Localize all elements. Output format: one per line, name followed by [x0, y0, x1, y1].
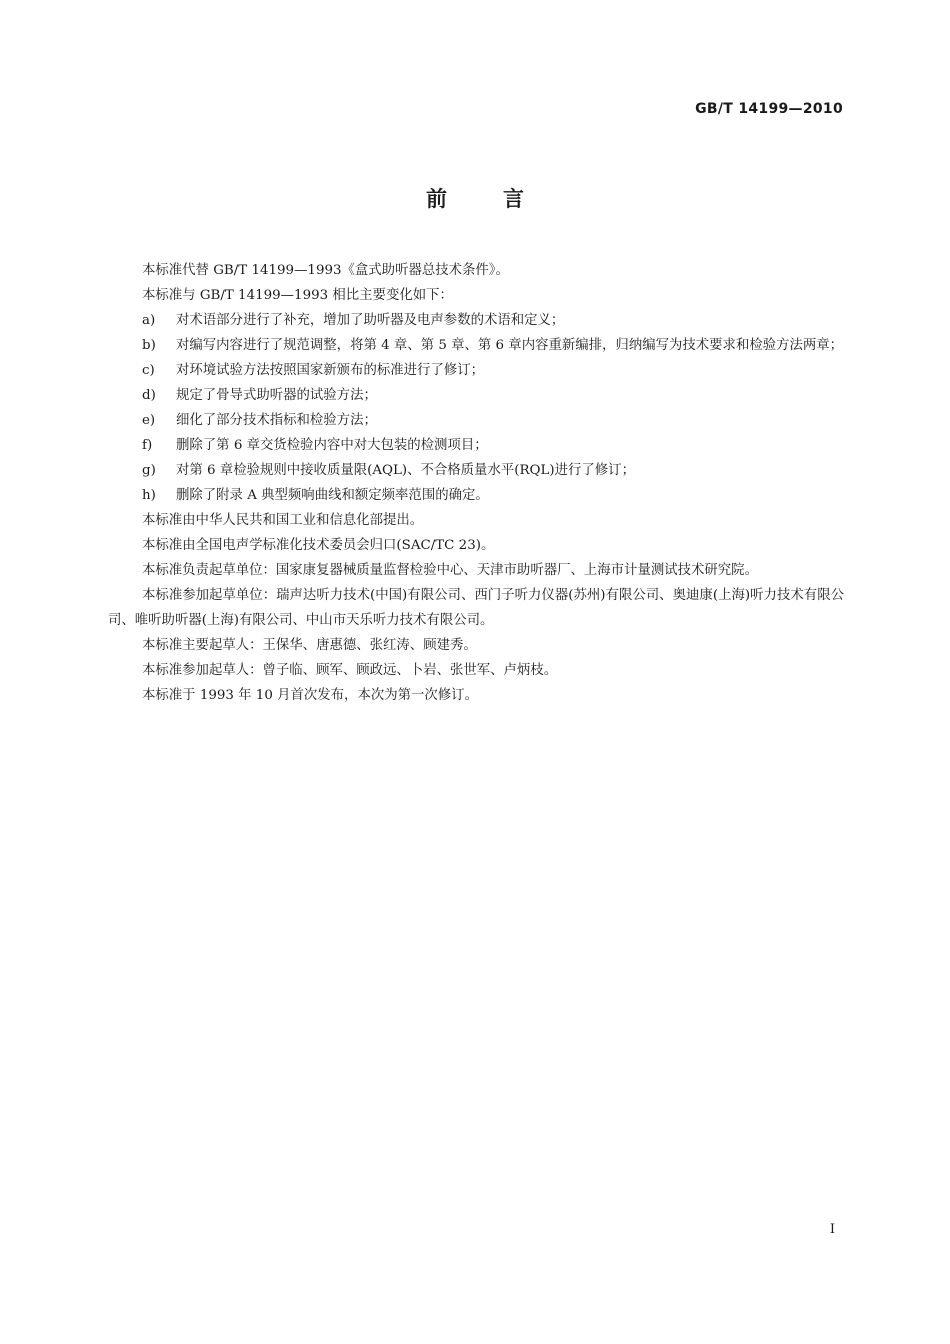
paragraph-managed-by: 本标准由全国电声学标准化技术委员会归口(SAC/TC 23)。: [142, 538, 495, 553]
standard-number: GB/T 14199—2010: [695, 101, 843, 117]
list-marker: h): [142, 488, 156, 503]
paragraph-replaces: 本标准代替 GB/T 14199—1993《盒式助听器总技术条件》。: [142, 263, 509, 278]
list-marker: d): [142, 388, 156, 403]
list-item: [108, 358, 844, 383]
list-item: [108, 483, 844, 508]
list-item: [108, 308, 844, 333]
paragraph-proposed-by: 本标准由中华人民共和国工业和信息化部提出。: [142, 513, 424, 528]
paragraph-participating-units: 本标准参加起草单位：瑞声达听力技术(中国)有限公司、西门子听力仪器(苏州)有限公司、奥迪康(上海)听力技术有限公司、唯听助听器(上海)有限公司、中山市天乐听力技术有限公司。: [108, 588, 844, 628]
list-item-text: 规定了骨导式助听器的试验方法；: [176, 388, 377, 403]
list-item: [108, 458, 844, 483]
list-item: [108, 383, 844, 408]
list-marker: b): [142, 338, 156, 353]
paragraph-participating-drafters: 本标准参加起草人：曾子临、顾军、顾政远、卜岩、张世军、卢炳枝。: [142, 663, 558, 678]
list-item-text: 对编写内容进行了规范调整，将第 4 章、第 5 章、第 6 章内容重新编排，归纳编写为技术要求和检验方法两章；: [176, 338, 844, 353]
page-number: I: [829, 1222, 835, 1237]
list-item-text: 删除了附录 A 典型频响曲线和额定频率范围的确定。: [176, 488, 489, 503]
list-item: [108, 408, 844, 433]
list-item-text: 细化了部分技术指标和检验方法；: [176, 413, 377, 428]
list-marker: f): [142, 438, 153, 453]
list-item: [108, 433, 844, 458]
list-marker: g): [142, 463, 156, 478]
list-marker: c): [142, 363, 155, 378]
foreword-body: [108, 258, 844, 708]
list-marker: e): [142, 413, 156, 428]
list-item-text: 对第 6 章检验规则中接收质量限(AQL)、不合格质量水平(RQL)进行了修订；: [176, 463, 635, 478]
list-item-text: 对环境试验方法按照国家新颁布的标准进行了修订；: [176, 363, 484, 378]
paragraph-changes-intro: 本标准与 GB/T 14199—1993 相比主要变化如下：: [142, 288, 453, 303]
list-item-text: 删除了第 6 章交货检验内容中对大包装的检测项目；: [176, 438, 488, 453]
page-title: 前言: [426, 187, 580, 211]
paragraph-release-history: 本标准于 1993 年 10 月首次发布，本次为第一次修订。: [142, 688, 478, 703]
list-item: [108, 333, 844, 358]
list-item-text: 对术语部分进行了补充，增加了助听器及电声参数的术语和定义；: [176, 313, 565, 328]
list-marker: a): [142, 313, 156, 328]
paragraph-main-drafters: 本标准主要起草人：王保华、唐惠德、张红涛、顾建秀。: [142, 638, 477, 653]
paragraph-drafting-units: 本标准负责起草单位：国家康复器械质量监督检验中心、天津市助听器厂、上海市计量测试技术研究院。: [142, 563, 758, 578]
